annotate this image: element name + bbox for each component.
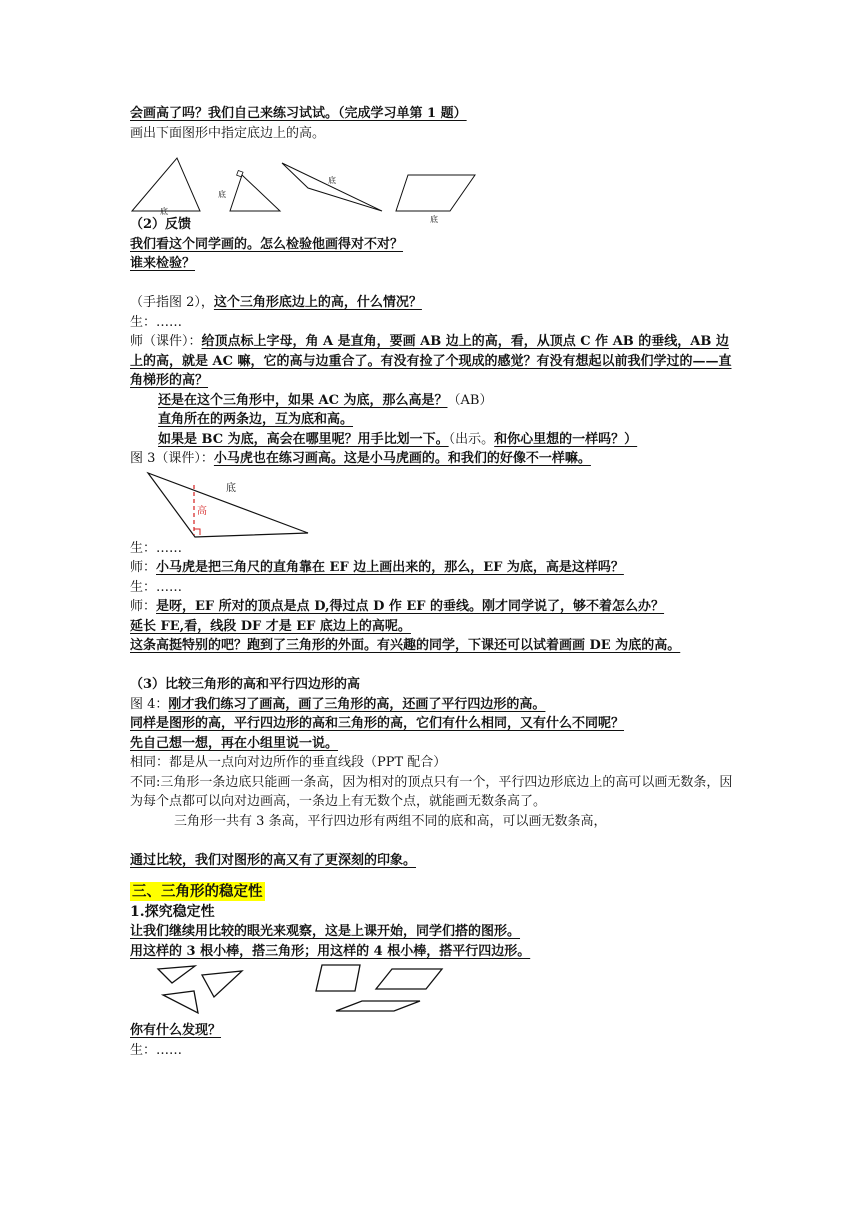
line-22: 先自己想一想，再在小组里说一说。 [130,735,339,751]
line-9: 还是在这个三角形中，如果 AC 为底，那么高是？（AB） [158,392,493,408]
line-12: 图 3（课件）：小马虎也在练习画高。这是小马虎画的。和我们的好像不一样嘛。 [130,451,591,466]
stick-triangle-1 [158,966,195,983]
stick-parallelogram-1 [316,965,360,991]
line-30: 生：…… [130,1042,183,1058]
stick-parallelogram-2 [376,969,442,989]
section-heading-3: 三、三角形的稳定性 [132,883,263,900]
line-11: 如果是 BC 为底，高会在哪里呢？用手比划一下。（出示。和你心里想的一样吗？） [158,431,638,447]
line-21: 同样是图形的高，平行四边形的高和三角形的高，它们有什么相同，又有什么不同呢？ [130,716,625,731]
document-page [130,104,740,1060]
line-4: 我们看这个同学画的。怎么检验他画得对不对？ [130,236,404,252]
line-25: 三角形一共有 3 条高，平行四边形有两组不同的底和高，可以画无数条高， [174,813,607,829]
line-17: 延长 FE,看，线段 DF 才是 EF 底边上的高呢。 [130,618,411,634]
line-6: （手指图 2），这个三角形底边上的高，什么情况？ [130,295,422,310]
right-angle-mark [194,529,200,535]
line-16: 师：是呀，EF 所对的顶点是点 D,得过点 D 作 EF 的垂线。刚才同学说了，够不着怎么办？ [130,599,665,614]
line-2: 画出下面图形中指定底边上的高。 [130,125,326,141]
line-feedback: （2）反馈 [130,217,192,232]
label-base-3: 底 [328,176,336,185]
line-5: 谁来检验？ [130,256,196,271]
line-23: 相同：都是从一点向对边所作的垂直线段（PPT 配合） [130,755,447,770]
figure-shapes-with-base [130,143,470,224]
line-24: 不同:三角形一条边底只能画一条高，因为相对的顶点只有一个，平行四边形底边上的高可以画无数条，因为每个点都可以向对边画高，一条边上有无数个点，就能画无数条高了。 [130,774,733,809]
right-angle-mark [237,170,243,176]
line-20: 图 4：刚才我们练习了画高，画了三角形的高，还画了平行四边形的高。 [130,696,546,712]
right-triangle-2 [230,175,280,211]
line-29: 你有什么发现？ [130,1023,222,1038]
line-15: 生：…… [130,579,183,595]
label-base-4: 底 [430,215,438,224]
obtuse-triangle-3 [282,163,382,211]
line-8: 师（课件）：给顶点标上字母，角 A 是直角，要画 AB 边上的高，看，从顶点 C 作 AB 的垂线，AB 边上的高，就是 AC 嘛，它的高与边重合了。有没有捡了个现成的感觉？有没有想起以前我们学过的——直角梯形的高？ [130,334,732,388]
line-14: 师：小马虎是把三角尺的直角靠在 EF 边上画出来的，那么，EF 为底，高是这样吗？ [130,560,624,575]
triangle-1 [132,158,200,211]
line-13: 生：…… [130,540,183,556]
line-26: 通过比较，我们对图形的高又有了更深刻的印象。 [130,852,417,868]
label-base: 底 [226,482,236,494]
line-19: （3）比较三角形的高和平行四边形的高 [130,677,361,692]
line-7: 生：…… [130,314,183,330]
stick-triangle-2 [202,971,242,997]
line-18: 这条高挺特别的吧？跑到了三角形的外面。有兴趣的同学，下课还可以试着画画 DE 为底的高。 [130,638,681,653]
label-base-1: 底 [160,207,168,216]
label-base-2: 底 [218,190,226,199]
figure-xiaomahu-triangle [130,469,320,539]
line-10: 直角所在的两条边，互为底和高。 [158,412,354,427]
line-27: 让我们继续用比较的眼光来观察，这是上课开始，同学们搭的图形。 [130,924,521,939]
figure-sticks-shapes [130,961,460,1021]
label-height: 高 [197,505,207,517]
parallelogram-4 [396,175,475,211]
line-28: 用这样的 3 根小棒，搭三角形；用这样的 4 根小棒，搭平行四边形。 [130,943,531,959]
line-1: 会画高了吗？我们自己来练习试试。（完成学习单第 1 题） [130,106,467,121]
stick-triangle-3 [163,991,198,1013]
subheading-3-1: 1.探究稳定性 [130,903,215,920]
stick-parallelogram-3 [336,1001,420,1011]
